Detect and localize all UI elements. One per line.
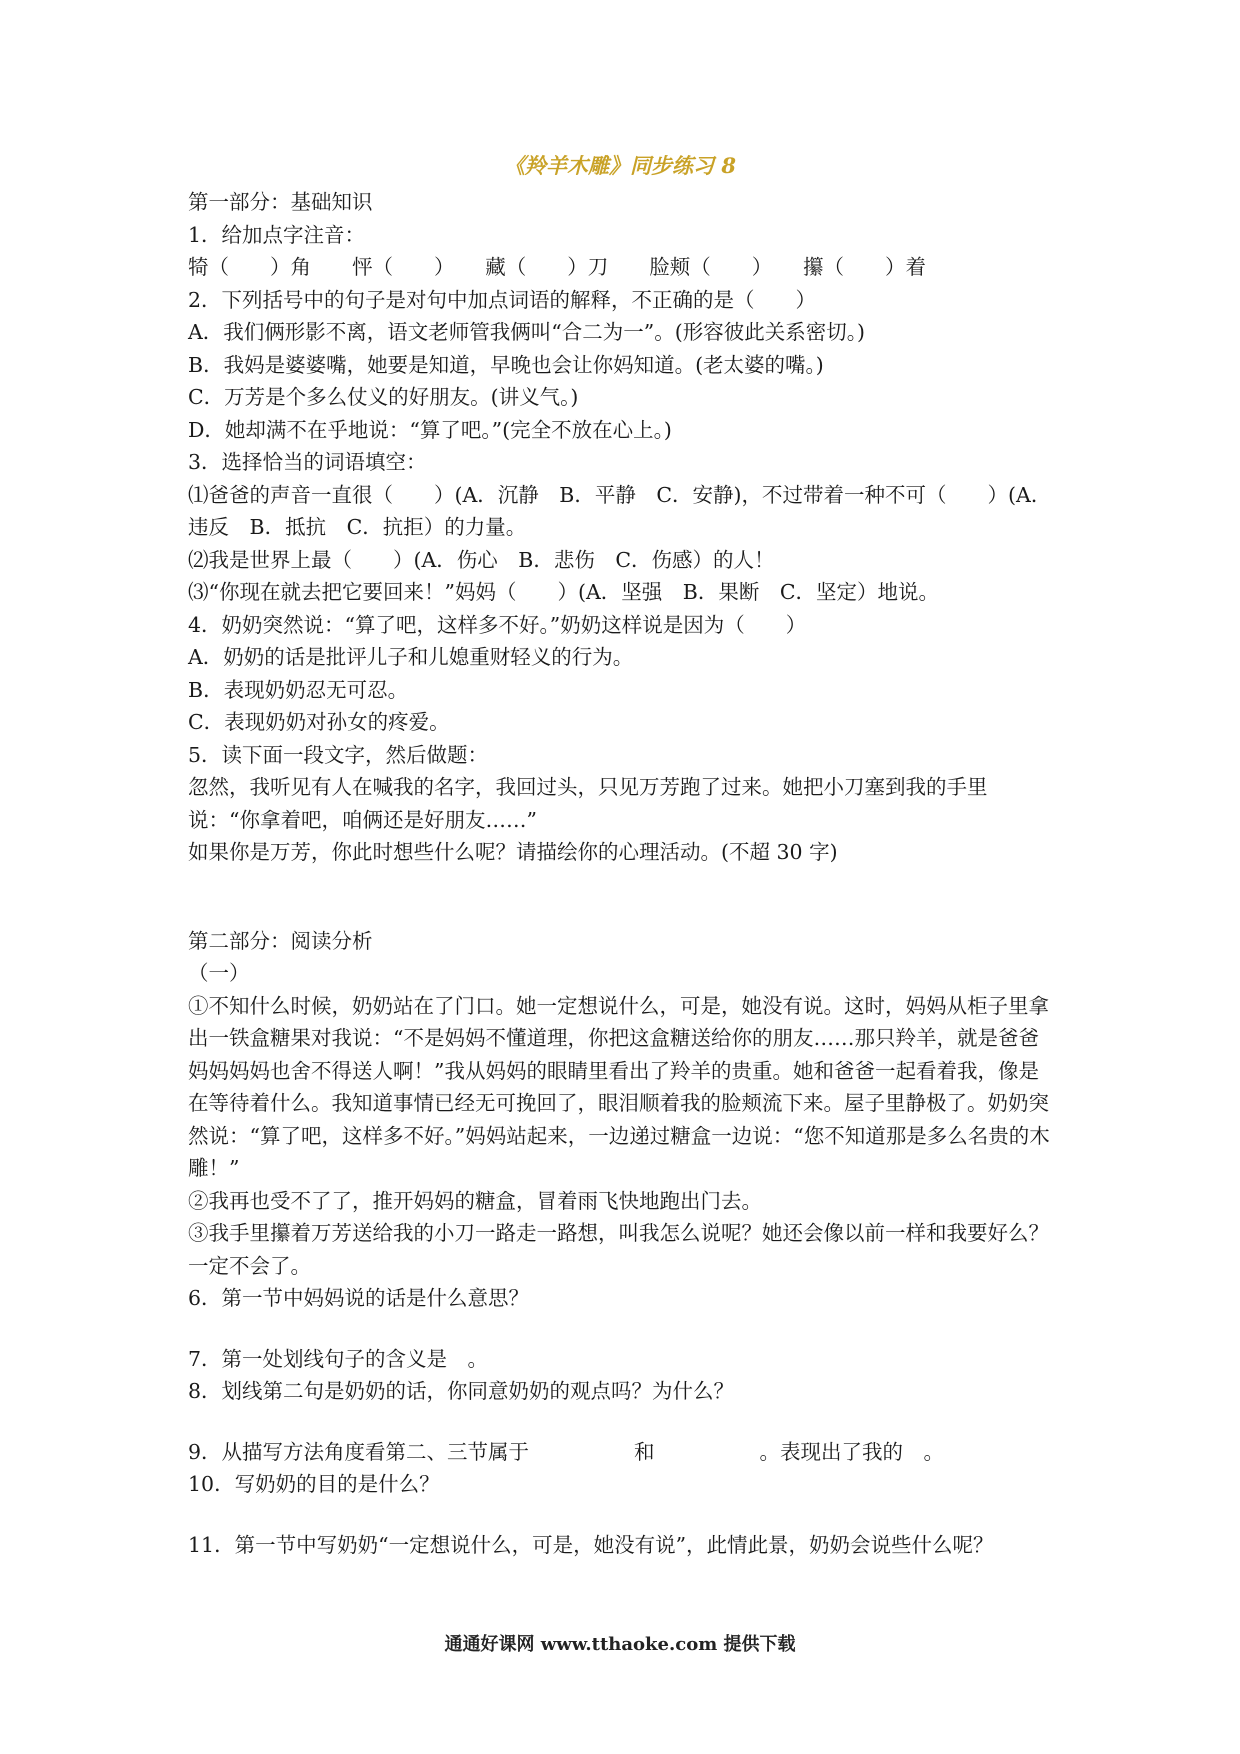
question-6: 6．第一节中妈妈说的话是什么意思？ xyxy=(188,1286,530,1310)
passage-subheading: （一） xyxy=(188,961,250,985)
question-2-option-a: A．我们俩形影不离，语文老师管我俩叫“合二为一”。(形容彼此关系密切。) xyxy=(188,320,866,344)
question-1-items: 犄（ ）角 怦（ ） 藏（ ）刀 脸颊（ ） 攥（ ）着 xyxy=(188,255,926,279)
question-5-prompt: 如果你是万芳，你此时想些什么呢？请描绘你的心理活动。(不超 30 字) xyxy=(188,840,838,864)
question-9-part-a: 9．从描写方法角度看第二、三节属于 xyxy=(188,1439,530,1464)
part1-heading: 第一部分：基础知识 xyxy=(188,190,373,214)
question-1: 1．给加点字注音： xyxy=(188,222,366,247)
question-2-option-b: B．我妈是婆婆嘴，她要是知道，早晚也会让你妈知道。(老太婆的嘴。) xyxy=(188,352,824,377)
question-2: 2．下列括号中的句子是对句中加点词语的解释，不正确的是（ ） xyxy=(188,287,817,312)
question-5: 5．读下面一段文字，然后做题： xyxy=(188,742,489,767)
question-4-option-a: A．奶奶的话是批评儿子和儿媳重财轻义的行为。 xyxy=(188,645,634,669)
passage-paragraph-3: ③我手里攥着万芳送给我的小刀一路走一路想，叫我怎么说呢？她还会像以前一样和我要好么？一定不会了。 xyxy=(188,1221,1049,1278)
question-3-item-3: ⑶“你现在就去把它要回来！”妈妈（ ）(A．坚强 B．果断 C．坚定）地说。 xyxy=(188,580,940,604)
question-5-passage: 忽然，我听见有人在喊我的名字，我回过头，只见万芳跑了过来。她把小刀塞到我的手里说：“你拿着吧，咱俩还是好朋友……” xyxy=(188,775,988,832)
question-3-item-1: ⑴爸爸的声音一直很（ ）(A．沉静 B．平静 C．安静)，不过带着一种不可（ ）(A．违反 B．抵抗 C．抗拒）的力量。 xyxy=(188,482,1052,539)
passage-paragraph-2: ②我再也受不了了，推开妈妈的糖盒，冒着雨飞快地跑出门去。 xyxy=(188,1188,762,1213)
question-4: 4．奶奶突然说：“算了吧，这样多不好。”奶奶这样说是因为（ ） xyxy=(188,612,807,637)
question-9-part-b: 和 xyxy=(634,1439,655,1464)
question-9 xyxy=(188,1436,1058,1469)
question-2-option-c: C．万芳是个多么仗义的好朋友。(讲义气。) xyxy=(188,385,579,409)
answer-space-6 xyxy=(188,1315,1058,1343)
part2-heading: 第二部分：阅读分析 xyxy=(188,928,373,953)
question-3: 3．选择恰当的词语填空： xyxy=(188,450,427,474)
question-4-option-c: C．表现奶奶对孙女的疼爱。 xyxy=(188,710,450,734)
answer-space-10 xyxy=(188,1501,1058,1529)
question-3-item-2: ⑵我是世界上最（ ）(A．伤心 B．悲伤 C．伤感）的人！ xyxy=(188,547,775,572)
question-7: 7．第一处划线句子的含义是 。 xyxy=(188,1346,489,1371)
question-10: 10．写奶奶的目的是什么？ xyxy=(188,1472,440,1496)
question-2-option-d: D．她却满不在乎地说：“算了吧。”(完全不放在心上。) xyxy=(188,417,672,442)
page-title: 《羚羊木雕》同步练习 8 xyxy=(504,153,736,178)
passage-paragraph-1: ①不知什么时候，奶奶站在了门口。她一定想说什么，可是，她没有说。这时，妈妈从柜子里拿出一铁盒糖果对我说：“不是妈妈不懂道理，你把这盒糖送给你的朋友……那只羚羊，就是爸爸妈妈妈妈也舍不得送人啊！”我从妈妈的眼睛里看出了羚羊的贵重。她和爸爸一起看着我，像是在等待着什么。我知道事情已经无可挽回了，眼泪顺着我的脸颊流下来。屋子里静极了。奶奶突然说：“算了吧，这样多不好。”妈妈站起来，一边递过糖盒一边说：“您不知道那是多么名贵的木雕！” xyxy=(188,993,1050,1180)
question-4-option-b: B．表现奶奶忍无可忍。 xyxy=(188,677,409,702)
worksheet-body xyxy=(188,186,1058,1561)
question-9-part-c: 。表现出了我的 。 xyxy=(759,1439,945,1464)
question-11: 11．第一节中写奶奶“一定想说什么，可是，她没有说”，此情此景，奶奶会说些什么呢？ xyxy=(188,1532,994,1557)
page-footer: 通通好课网 www.tthaoke.com 提供下载 xyxy=(444,1634,796,1655)
answer-space-8 xyxy=(188,1408,1058,1436)
question-8: 8．划线第二句是奶奶的话，你同意奶奶的观点吗？为什么？ xyxy=(188,1379,735,1403)
